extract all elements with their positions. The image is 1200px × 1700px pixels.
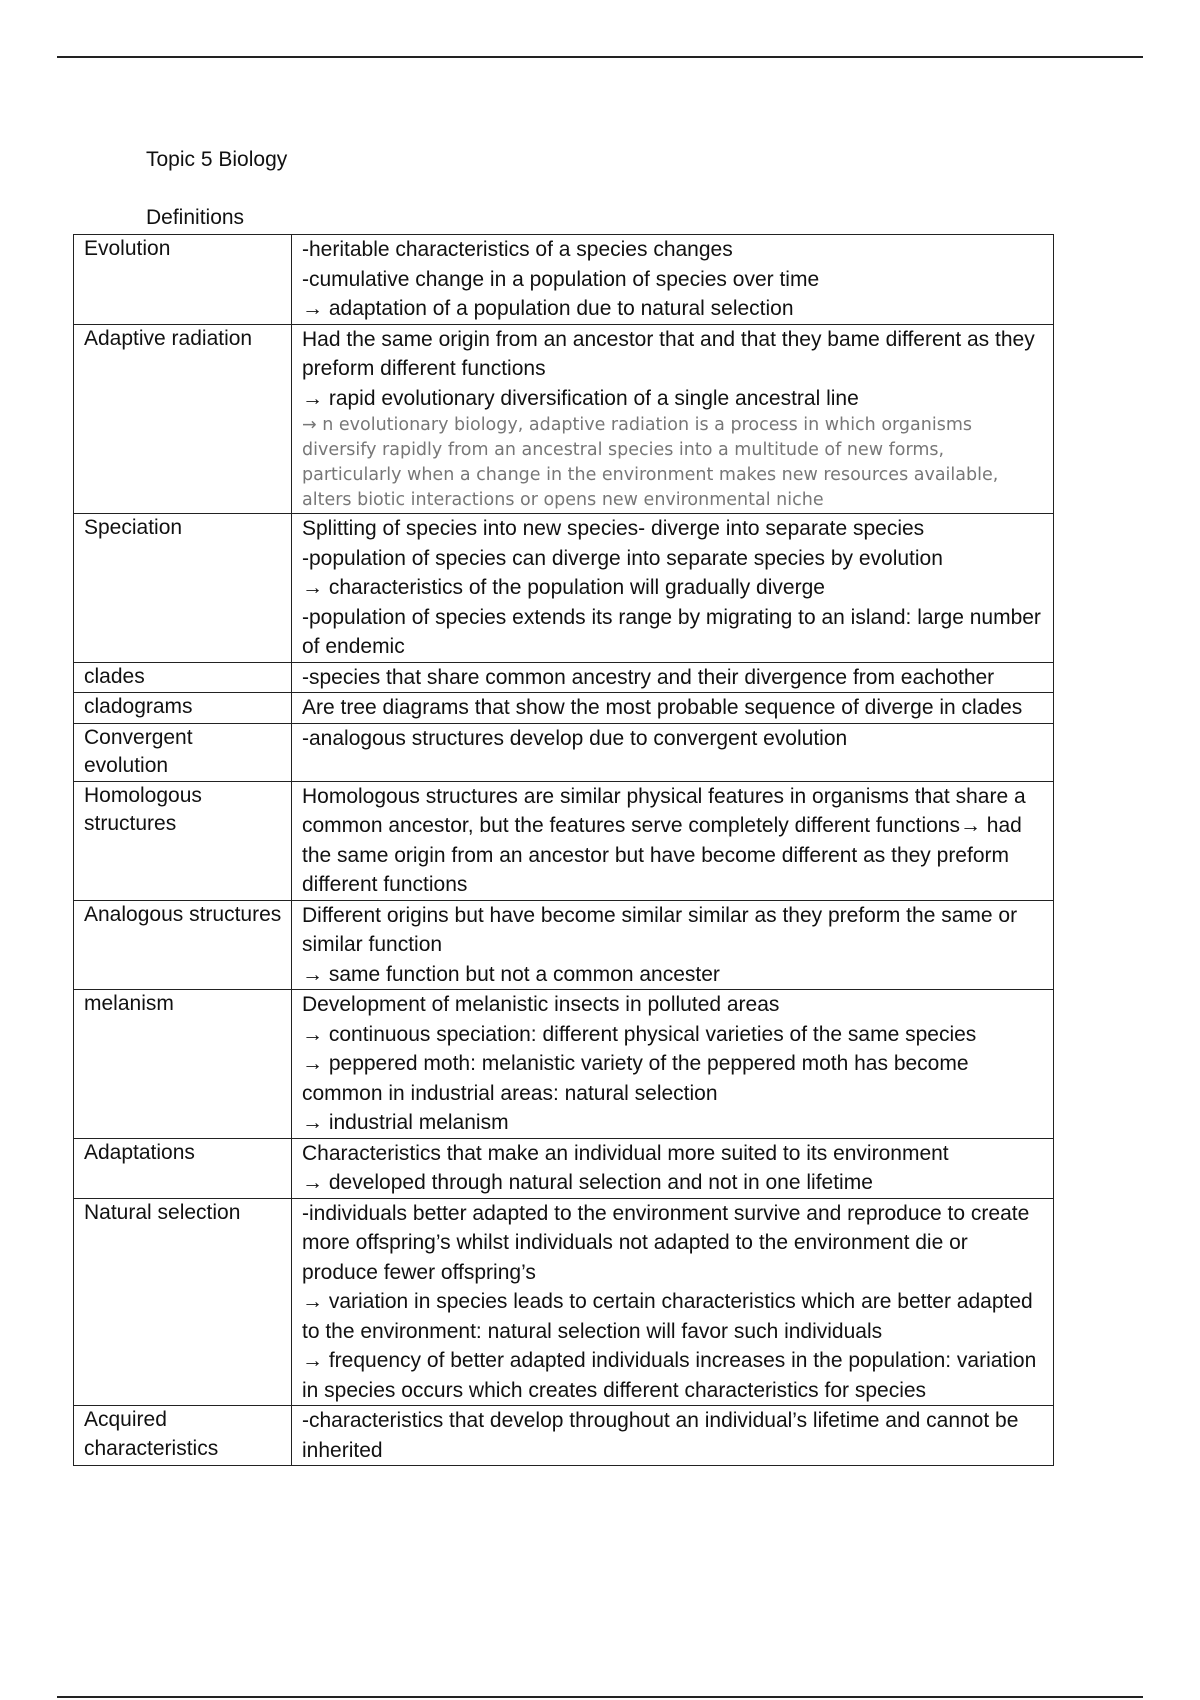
table-row — [74, 900, 1054, 990]
definition-line: Are tree diagrams that show the most probable sequence of diverge in clades — [302, 696, 1023, 719]
definition-line: → continuous speciation: different physical varieties of the same species — [302, 1022, 977, 1046]
section-title: Definitions — [146, 206, 245, 229]
table-row — [74, 235, 1054, 325]
term-cell: Adaptations — [74, 1138, 292, 1198]
table-row — [74, 723, 1054, 781]
definition-line: -characteristics that develop throughout an individual’s lifetime and cannot be inherited — [302, 1409, 1019, 1462]
definition-line: -population of species can diverge into separate species by evolution — [302, 546, 943, 570]
definition-line: → frequency of better adapted individuals increases in the population: variation in species occurs which creates different characteristics for species — [302, 1349, 1037, 1402]
term-cell: Homologous structures — [74, 781, 292, 900]
term-cell: Natural selection — [74, 1198, 292, 1406]
definition-line: Splitting of species into new species- diverge into separate species — [302, 517, 925, 540]
definition-line: → variation in species leads to certain characteristics which are better adapted to the environment: natural selection will favor such individuals — [302, 1290, 1033, 1343]
definition-line: Development of melanistic insects in polluted areas — [302, 993, 780, 1016]
definition-cell — [292, 781, 1054, 900]
table-row — [74, 662, 1054, 693]
definition-line: Had the same origin from an ancestor that and that they bame different as they preform different functions — [302, 327, 1035, 380]
term-cell: Speciation — [74, 514, 292, 663]
header-rule — [57, 56, 1143, 58]
definition-cell — [292, 723, 1054, 781]
term-cell: melanism — [74, 990, 292, 1139]
table-row — [74, 1406, 1054, 1466]
table-row — [74, 693, 1054, 724]
definition-cell — [292, 900, 1054, 990]
document-title: Topic 5 Biology — [146, 148, 288, 171]
definition-cell — [292, 990, 1054, 1139]
table-row — [74, 781, 1054, 900]
term-cell: clades — [74, 662, 292, 693]
term-cell: Adaptive radiation — [74, 324, 292, 514]
definition-line: → adaptation of a population due to natural selection — [302, 297, 794, 320]
table-row — [74, 514, 1054, 663]
term-cell: Convergent evolution — [74, 723, 292, 781]
definition-cell — [292, 693, 1054, 724]
pasted-quote: → n evolutionary biology, adaptive radiation is a process in which organisms diversify rapidly from an ancestral species into a multitude of new forms, particularly when a change in the environment makes new resources available, alters biotic interactions or opens new environmental niche — [302, 415, 999, 510]
definition-line: → industrial melanism — [302, 1111, 509, 1134]
definition-line: -analogous structures develop due to convergent evolution — [302, 726, 848, 750]
term-cell: cladograms — [74, 693, 292, 724]
definition-line: -cumulative change in a population of species over time — [302, 267, 820, 291]
definition-cell — [292, 1198, 1054, 1406]
definition-cell — [292, 1138, 1054, 1198]
definition-line: Characteristics that make an individual more suited to its environment — [302, 1141, 949, 1165]
term-cell: Evolution — [74, 235, 292, 325]
definition-cell — [292, 514, 1054, 663]
table-row — [74, 990, 1054, 1139]
definition-cell — [292, 235, 1054, 325]
definitions-table — [73, 234, 1054, 1466]
definition-line: Different origins but have become similar similar as they preform the same or similar function — [302, 903, 1018, 956]
definition-line: → peppered moth: melanistic variety of the peppered moth has become common in industrial areas: natural selection — [302, 1052, 969, 1105]
definition-line: → same function but not a common ancester — [302, 962, 720, 986]
definition-line: -species that share common ancestry and their divergence from eachother — [302, 665, 995, 689]
definition-line: → developed through natural selection and not in one lifetime — [302, 1171, 873, 1194]
table-row — [74, 1198, 1054, 1406]
definition-cell — [292, 662, 1054, 693]
definition-line: -heritable characteristics of a species changes — [302, 238, 733, 261]
footer-rule — [57, 1696, 1143, 1698]
term-cell: Acquired characteristics — [74, 1406, 292, 1466]
definition-cell — [292, 324, 1054, 514]
definition-cell — [292, 1406, 1054, 1466]
table-row — [74, 1138, 1054, 1198]
definition-line: → rapid evolutionary diversification of a single ancestral line — [302, 386, 859, 410]
definition-line: Homologous structures are similar physical features in organisms that share a common ancestor, but the features serve completely different functions→ had the same origin from an ancestor but have become different as they preform different functions — [302, 784, 1026, 896]
definition-line: → characteristics of the population will gradually diverge — [302, 576, 825, 599]
definition-line: -population of species extends its range by migrating to an island: large number of endemic — [302, 605, 1041, 658]
term-cell: Analogous structures — [74, 900, 292, 990]
table-row — [74, 324, 1054, 514]
definition-line: -individuals better adapted to the environment survive and reproduce to create more offspring’s whilst individuals not adapted to the environment die or produce fewer offspring’s — [302, 1201, 1030, 1284]
